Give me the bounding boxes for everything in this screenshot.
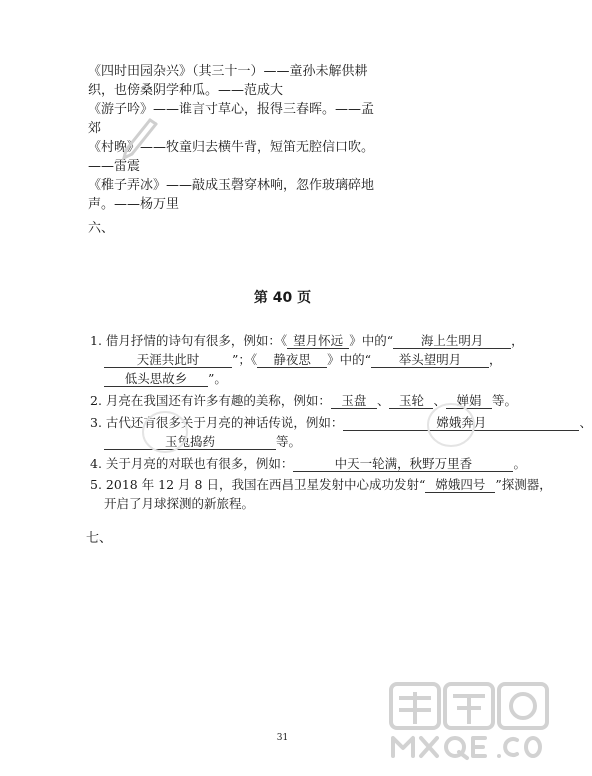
question-1-text: 借月抒情的诗句有很多，例如：《 — [105, 333, 288, 348]
poem-line-6: ——雷震 — [88, 159, 141, 174]
question-2-text: 等。 — [491, 393, 517, 408]
question-2-text: 、 — [433, 393, 446, 408]
answer-blank: 天涯共此时 — [104, 353, 232, 368]
poem-line-2: 织，也傍桑阴学种瓜。——范成大 — [88, 83, 284, 98]
answer-blank: 举头望明月 — [371, 353, 489, 368]
poem-line-7: 《稚子弄冰》——敲成玉磬穿林响，忽作玻璃碎地 — [88, 178, 375, 193]
question-1-text: ”。 — [208, 371, 227, 386]
stamp-watermark-icon — [425, 400, 477, 450]
question-1-text: ， — [511, 333, 524, 348]
answer-blank: 低头思故乡 — [104, 372, 208, 387]
question-3-text: 等。 — [276, 434, 302, 449]
answer-blank: 中天一轮满，秋野万里香 — [293, 457, 513, 472]
question-5-line-1 — [90, 477, 552, 493]
answer-blank: 嫦娥四号 — [425, 478, 495, 493]
question-2-text: 、 — [376, 393, 390, 408]
section-seven-label: 七、 — [86, 531, 113, 546]
answer-blank: 玉盘 — [331, 394, 377, 409]
question-3-text: 古代还有很多关于月亮的神话传说，例如： — [105, 415, 344, 430]
answer-blank: 玉兔捣药 — [104, 435, 276, 450]
page-number: 31 — [276, 733, 289, 743]
question-2-number: 2. — [90, 393, 102, 408]
page-title: 第 40 页 — [253, 290, 312, 306]
question-1-number: 1. — [90, 333, 102, 348]
question-5-line-2: 开启了月球探测的新旅程。 — [104, 496, 255, 511]
question-1-line-2 — [104, 352, 502, 368]
question-1-text: ， — [489, 352, 502, 367]
question-1-text: ”；《 — [232, 352, 258, 367]
answer-blank: 望月怀远 — [287, 334, 349, 349]
answer-blank: 嫦娥奔月 — [343, 416, 579, 431]
question-2-text: 月亮在我国还有许多有趣的美称，例如： — [105, 393, 331, 408]
pen-watermark-icon — [116, 110, 166, 162]
poem-line-3: 《游子吟》——谁言寸草心，报得三春晖。——孟 — [88, 102, 375, 117]
answer-blank: 婵娟 — [446, 394, 492, 409]
question-5-number: 5. — [90, 477, 102, 492]
question-5-text: ”探测器， — [495, 477, 552, 492]
stamp-watermark-icon — [140, 408, 190, 456]
question-4 — [90, 456, 526, 472]
answer-blank: 玉轮 — [389, 394, 433, 409]
poem-line-8: 声。——杨万里 — [88, 197, 180, 212]
question-4-text: 关于月亮的对联也有很多，例如： — [105, 456, 294, 471]
question-4-text: 。 — [513, 456, 526, 471]
question-1-text: 》中的“ — [327, 352, 372, 367]
question-5-text: 2018 年 12 月 8 日，我国在西昌卫星发射中心成功发射“ — [105, 477, 426, 492]
question-1-text: 》中的“ — [349, 333, 394, 348]
site-watermark-logo — [385, 680, 555, 764]
poem-line-5: 《村晚》——牧童归去横牛背，短笛无腔信口吹。 — [88, 140, 375, 155]
question-3-number: 3. — [90, 415, 102, 430]
question-1-line-3 — [104, 371, 227, 387]
question-3-text: 、 — [579, 415, 592, 430]
question-1-line-1 — [90, 333, 524, 349]
poem-line-1: 《四时田园杂兴》（其三十一）——童孙未解供耕 — [88, 64, 368, 79]
answer-blank: 海上生明月 — [393, 334, 511, 349]
question-3-line-2 — [104, 434, 301, 450]
answer-blank: 静夜思 — [257, 353, 327, 368]
poem-line-4: 郊 — [88, 121, 102, 136]
section-six-label: 六、 — [88, 221, 115, 236]
question-4-number: 4. — [90, 456, 102, 471]
